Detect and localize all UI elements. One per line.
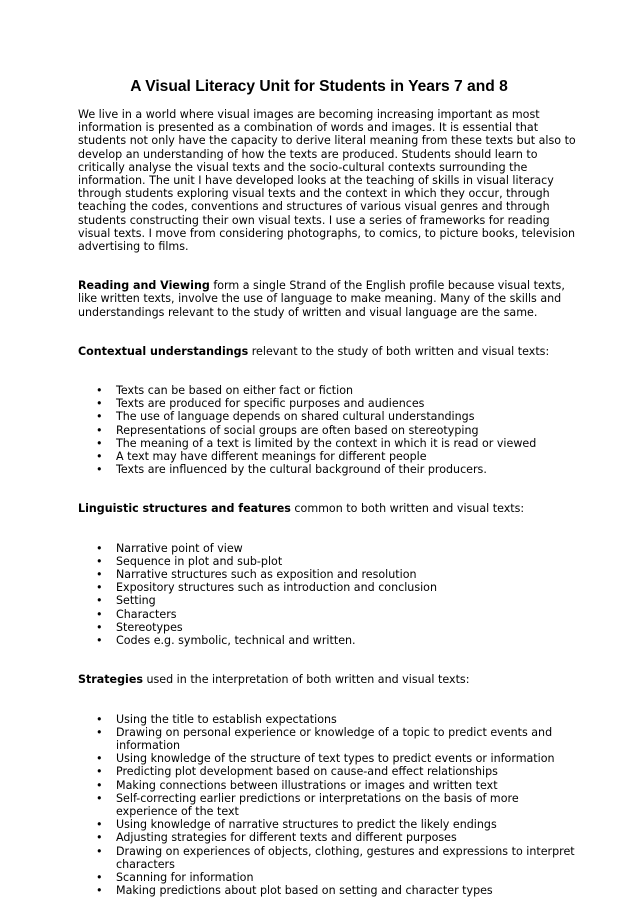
strategies-intro: [78, 673, 578, 686]
list-item: [78, 765, 578, 778]
bullet-icon: •: [96, 554, 103, 568]
list-item: [78, 726, 578, 752]
bullet-icon: •: [96, 752, 103, 766]
list-item: [78, 542, 578, 555]
list-item: [78, 384, 578, 397]
list-item-text: Characters: [116, 607, 177, 621]
list-item-text: Scanning for information: [116, 870, 254, 884]
list-item: [78, 752, 578, 765]
bullet-icon: •: [96, 765, 103, 779]
list-item-text: Adjusting strategies for different texts and different purposes: [116, 831, 457, 845]
list-item-text: Predicting plot development based on cause-and effect relationships: [116, 765, 498, 779]
bullet-icon: •: [96, 581, 103, 595]
reading-viewing-paragraph: [78, 279, 578, 319]
list-item: [78, 463, 578, 476]
bullet-icon: •: [96, 634, 103, 648]
list-item-text: Texts are produced for specific purposes and audiences: [116, 397, 425, 411]
list-item: [78, 410, 578, 423]
list-item-text: Representations of social groups are often based on stereotyping: [116, 423, 479, 437]
list-item: [78, 779, 578, 792]
strategies-heading: Strategies: [78, 673, 143, 687]
bullet-icon: •: [96, 397, 103, 411]
list-item: [78, 871, 578, 884]
linguistic-intro-text: common to both written and visual texts:: [290, 502, 525, 516]
list-item-text: Using knowledge of narrative structures to predict the likely endings: [116, 818, 497, 832]
list-item-text: Drawing on experiences of objects, clothing, gestures and expressions to interpret characters: [116, 844, 575, 871]
bullet-icon: •: [96, 423, 103, 437]
list-item-text: Narrative structures such as exposition and resolution: [116, 568, 417, 582]
list-item: [78, 621, 578, 634]
list-item-text: The meaning of a text is limited by the context in which it is read or viewed: [116, 436, 537, 450]
linguistic-list: [78, 542, 578, 648]
list-item-text: Texts are influenced by the cultural background of their producers.: [116, 463, 487, 477]
list-item-text: Narrative point of view: [116, 541, 243, 555]
list-item-text: Making connections between illustrations or images and written text: [116, 778, 498, 792]
bullet-icon: •: [96, 410, 103, 424]
contextual-intro-text: relevant to the study of both written and visual texts:: [248, 344, 550, 358]
list-item-text: Using the title to establish expectations: [116, 712, 337, 726]
bullet-icon: •: [96, 436, 103, 450]
list-item: [78, 437, 578, 450]
bullet-icon: •: [96, 818, 103, 832]
bullet-icon: •: [96, 725, 103, 739]
list-item-text: Using knowledge of the structure of text types to predict events or information: [116, 752, 555, 766]
list-item: [78, 713, 578, 726]
list-item-text: Drawing on personal experience or knowledge of a topic to predict events and information: [116, 725, 553, 752]
linguistic-heading: Linguistic structures and features: [78, 502, 291, 516]
linguistic-intro: [78, 502, 578, 515]
list-item: [78, 884, 578, 897]
list-item-text: The use of language depends on shared cultural understandings: [116, 410, 475, 424]
list-item-text: Self-correcting earlier predictions or interpretations on the basis of more experience of the text: [116, 791, 519, 818]
contextual-intro: [78, 345, 578, 358]
list-item: [78, 845, 578, 871]
bullet-icon: •: [96, 463, 103, 477]
list-item-text: Expository structures such as introduction and conclusion: [116, 581, 438, 595]
reading-viewing-heading: Reading and Viewing: [78, 279, 210, 293]
page-title: A Visual Literacy Unit for Students in Years 7 and 8: [130, 78, 508, 95]
intro-paragraph: We live in a world where visual images are becoming increasing important as most information is presented as a combination of words and images. It is essential that students not only have the capacity to derive literal meaning from these texts but also to develop an understanding of how the texts are produced. Students should learn to critically analyse the visual texts and the socio-cultural contexts surrounding the information. The unit I have developed looks at the teaching of skills in visual literacy through students exploring visual texts and the context in which they occur, through teaching the codes, conventions and structures of various visual genres and through students constructing their own visual texts. I use a series of frameworks for reading visual texts. I move from considering photographs, to comics, to picture books, television advertising to films.: [78, 108, 576, 254]
bullet-icon: •: [96, 831, 103, 845]
list-item: [78, 608, 578, 621]
list-item-text: Stereotypes: [116, 620, 183, 634]
strategies-intro-text: used in the interpretation of both written and visual texts:: [142, 673, 470, 687]
list-item: [78, 581, 578, 594]
list-item: [78, 555, 578, 568]
list-item-text: Making predictions about plot based on setting and character types: [116, 884, 493, 898]
document-body: [78, 108, 578, 897]
bullet-icon: •: [96, 884, 103, 898]
list-item: [78, 424, 578, 437]
bullet-icon: •: [96, 384, 103, 398]
bullet-icon: •: [96, 541, 103, 555]
bullet-icon: •: [96, 594, 103, 608]
list-item: [78, 792, 578, 818]
list-item-text: Sequence in plot and sub-plot: [116, 554, 283, 568]
list-item: [78, 450, 578, 463]
bullet-icon: •: [96, 568, 103, 582]
list-item: [78, 568, 578, 581]
list-item: [78, 397, 578, 410]
bullet-icon: •: [96, 450, 103, 464]
bullet-icon: •: [96, 844, 103, 858]
list-item-text: Setting: [116, 594, 156, 608]
contextual-heading: Contextual understandings: [78, 344, 249, 358]
bullet-icon: •: [96, 607, 103, 621]
contextual-list: [78, 384, 578, 476]
list-item: [78, 818, 578, 831]
bullet-icon: •: [96, 791, 103, 805]
list-item: [78, 594, 578, 607]
bullet-icon: •: [96, 712, 103, 726]
list-item-text: Texts can be based on either fact or fiction: [116, 384, 354, 398]
list-item: [78, 634, 578, 647]
strategies-list: [78, 713, 578, 898]
list-item-text: A text may have different meanings for different people: [116, 450, 427, 464]
list-item: [78, 831, 578, 844]
bullet-icon: •: [96, 620, 103, 634]
reading-viewing-text: form a single Strand of the English profile because visual texts, like written texts, involve the use of language to make meaning. Many of the skills and understandings relevant to the study of written and visual language are the same.: [78, 279, 565, 319]
list-item-text: Codes e.g. symbolic, technical and written.: [116, 634, 356, 648]
bullet-icon: •: [96, 778, 103, 792]
bullet-icon: •: [96, 870, 103, 884]
